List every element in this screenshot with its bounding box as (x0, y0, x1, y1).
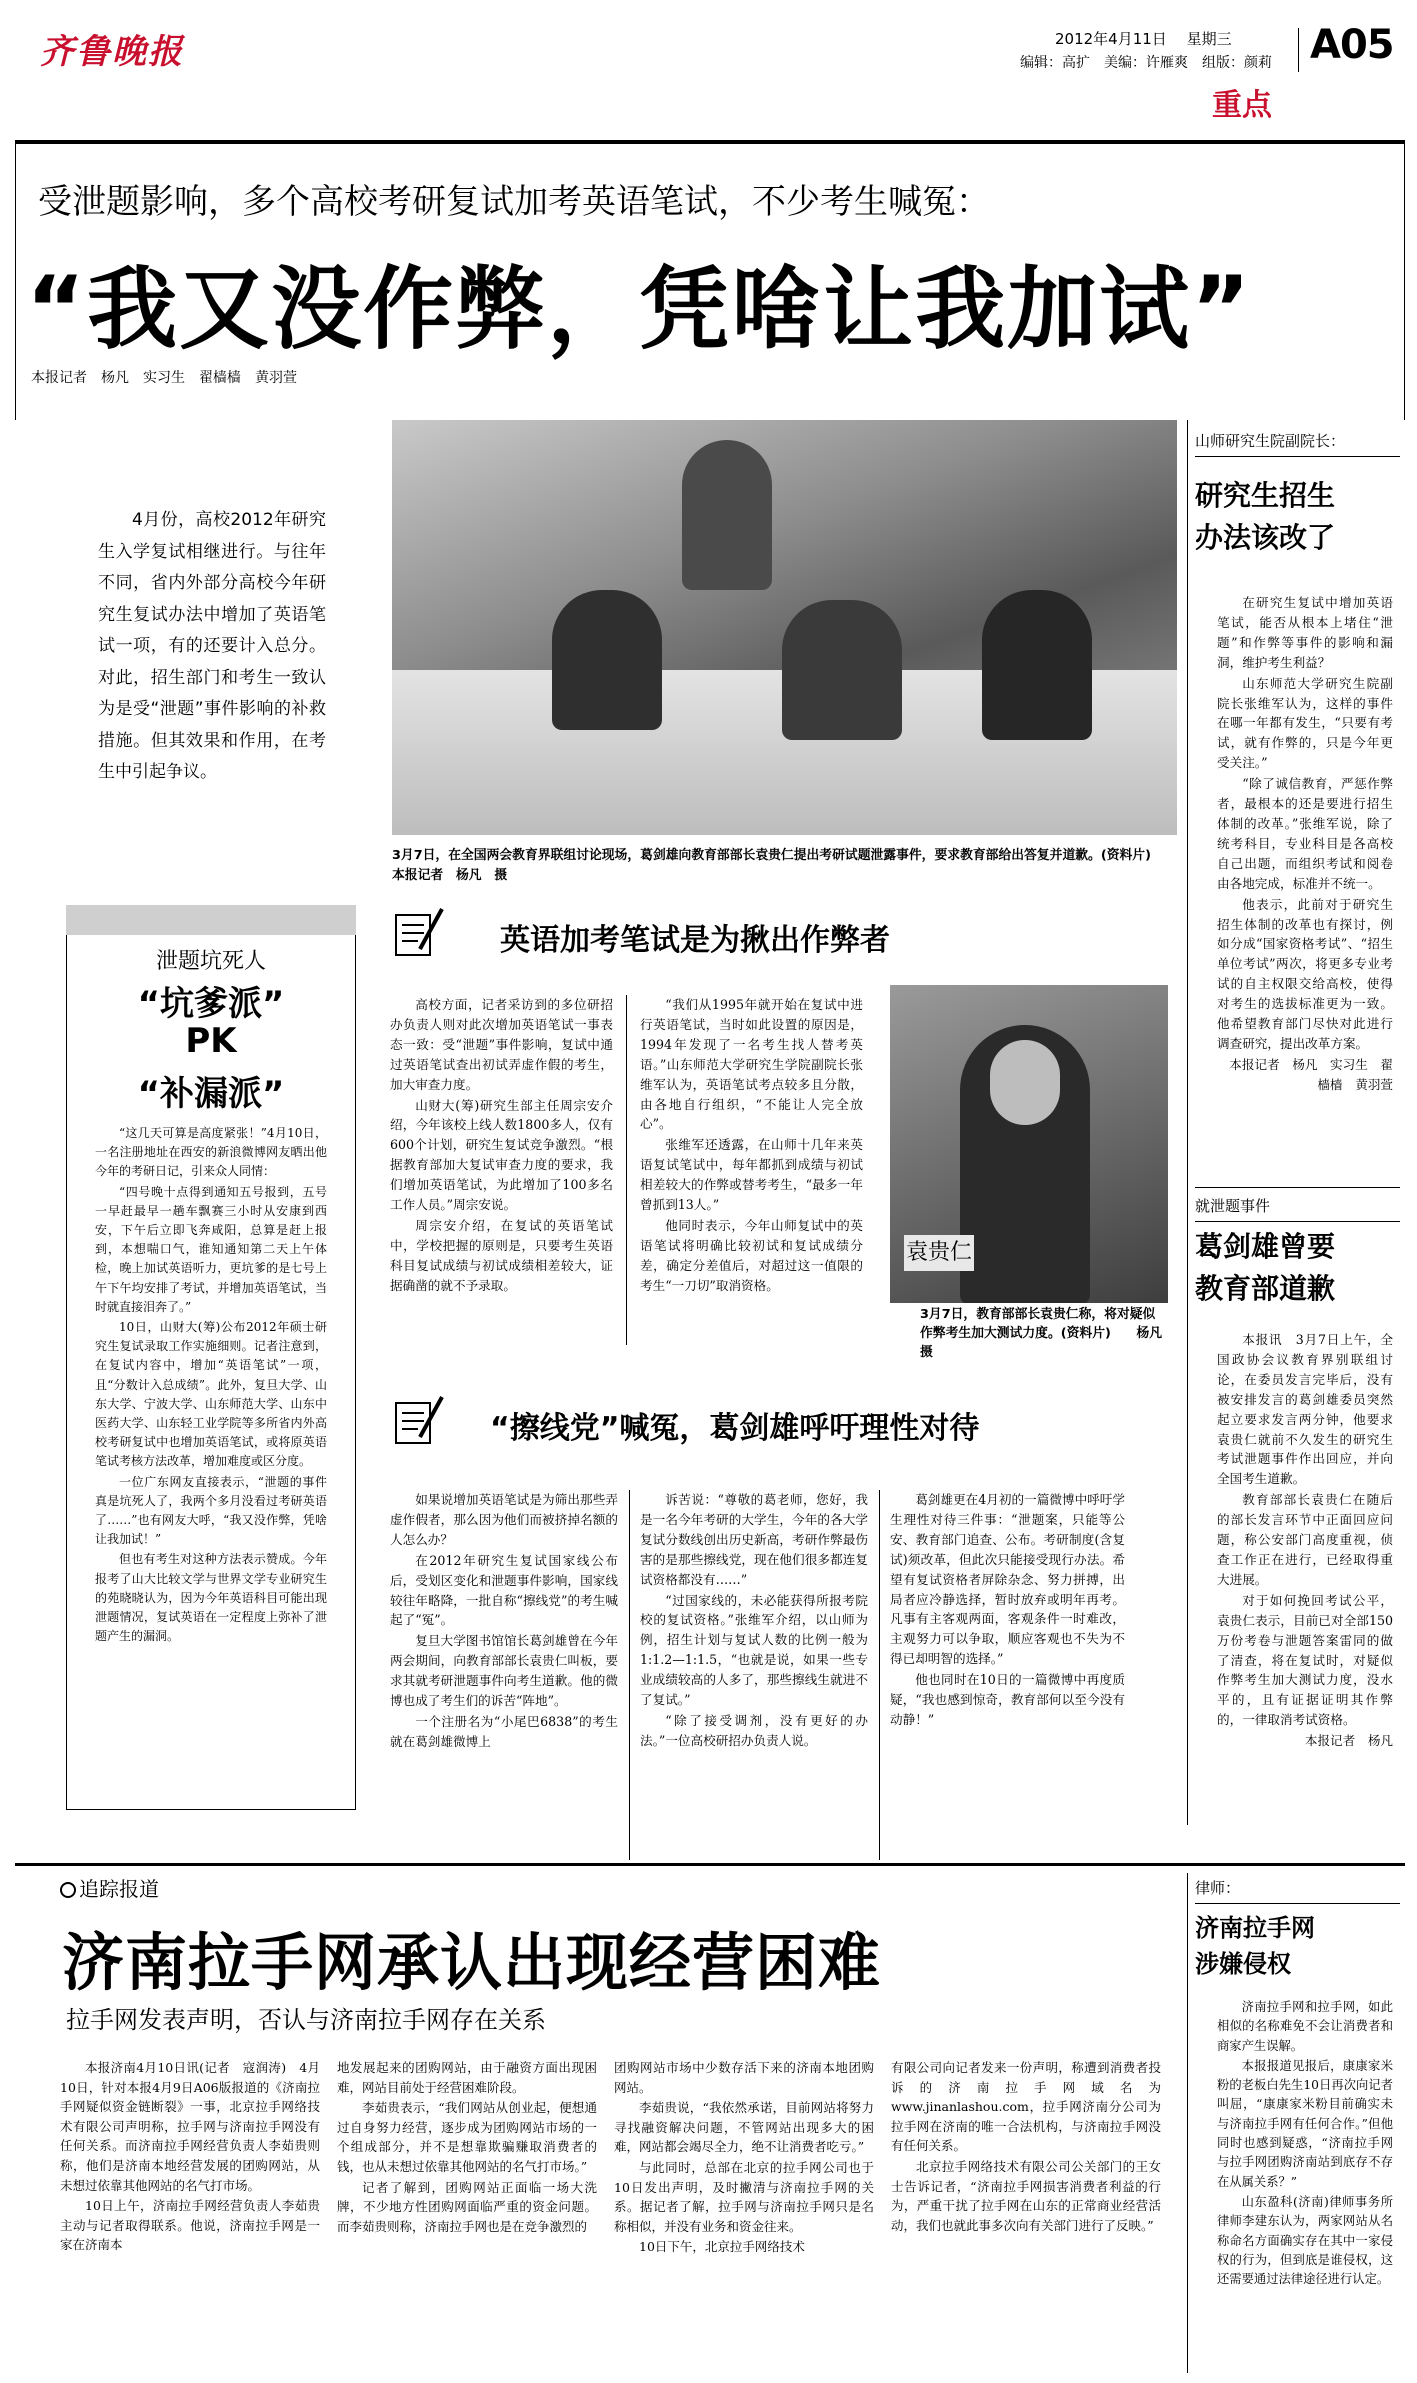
tracking-tag-text: 追踪报道 (79, 1877, 159, 1901)
kicker-rule (1195, 456, 1400, 457)
paragraph: 一个注册名为“小尾巴6838”的考生就在葛剑雄微博上 (390, 1713, 618, 1749)
paragraph: “过国家线的，未必能获得所报考院校的复试资格。”张维军介绍，以山师为例，招生计划与复试人数的比例一般为1:1.2—1:1.5，“也就是说，如果一些专业成绩较高的人多了，那些擦线生就进不了复试。” (640, 1592, 868, 1708)
section2-header (390, 1393, 1190, 1453)
bottom-column-4 (891, 2058, 1161, 2236)
left-sidebar-body (95, 1124, 327, 1647)
section2-column-2 (640, 1490, 868, 1752)
photo-face (990, 1040, 1060, 1125)
paragraph: 李茹贵说，“我依然承诺，目前网站将努力寻找融资解决问题，不管网站出现多大的困难，网站都会竭尽全力，绝不让消费者吃亏。” (614, 2100, 874, 2155)
paragraph: 他同时表示，今年山师复试中的英语笔试将明确比较初试和复试成绩分差，确定分差值后，对超过这一值限的考生“一刀切”取消资格。 (640, 1217, 863, 1293)
column-divider (626, 995, 627, 1345)
paragraph: 济南拉手网和拉手网，如此相似的名称难免不会让消费者和商家产生误解。 (1217, 2000, 1393, 2053)
paragraph: 高校方面，记者采访到的多位研招办负责人则对此次增加英语笔试一事表态一致：受“泄题”事件影响，复试中通过英语笔试查出初试弄虚作假的考生，加大审查力度。 (390, 997, 613, 1092)
paragraph: 如果说增加英语笔试是为筛出那些弄虚作假者，那么因为他们而被挤掉名额的人怎么办？ (390, 1492, 618, 1547)
right-story-3-title-1: 济南拉手网 (1195, 1914, 1315, 1942)
paragraph: “除了接受调剂，没有更好的办法。”一位高校研招办负责人说。 (640, 1712, 868, 1748)
paragraph: “四号晚十点得到通知五号报到，五号一早赶最早一趟车飘赛三小时从安康到西安，下午后立即飞奔咸阳，总算是赶上报到，本想喘口气，谁知通知第二天上午体检，晚上加试英语听力，更坑爹的是七号上午下午均安排了考试，并增加英语笔试，当时就直接泪奔了。” (95, 1184, 327, 1314)
left-sidebar-title-1: “坑爹派” (137, 984, 285, 1024)
section1-column-2 (640, 995, 863, 1297)
section2-column-3 (890, 1490, 1125, 1731)
bottom-column-3 (614, 2058, 874, 2258)
byline: 本报记者 杨凡 (1304, 1733, 1393, 1749)
right-story-3-kicker: 律师： (1195, 1879, 1241, 1897)
photo-figure (982, 590, 1092, 740)
right-column-divider (1187, 420, 1188, 1825)
paragraph: 地发展起来的团购网站，由于融资方面出现困难，网站目前处于经营困难阶段。 (337, 2060, 597, 2095)
byline: 本报记者 杨凡 实习生 翟樯樯 黄羽萱 (1229, 1056, 1393, 1092)
paragraph: 在2012年研究生复试国家线公布后，受划区变化和泄题事件影响，国家线较往年略降，一批自称“擦线党”的考生喊起了“冤”。 (390, 1552, 618, 1628)
right-story-3-body (1217, 1998, 1393, 2289)
bottom-story (60, 1873, 1185, 2373)
right-story-3-title-2: 涉嫌侵权 (1195, 1950, 1291, 1978)
bottom-column-2 (337, 2058, 597, 2237)
kicker-rule (1195, 1221, 1400, 1222)
paragraph: 他也同时在10日的一篇微博中再度质疑，“我也感到惊奇，教育部何以至今没有动静！” (890, 1672, 1125, 1727)
bottom-subhead: 拉手网发表声明，否认与济南拉手网存在关系 (66, 2006, 546, 2034)
bottom-section-rule (15, 1863, 1405, 1866)
main-kicker: 受泄题影响，多个高校考研复试加考英语笔试，不少考生喊冤： (38, 182, 990, 222)
left-sidebar-title-2: PK (185, 1021, 237, 1061)
section1-column-1 (390, 995, 613, 1297)
section1-header (390, 905, 1190, 965)
right-story-2-kicker: 就泄题事件 (1195, 1197, 1271, 1215)
paragraph: 本报济南4月10日讯(记者 寇润涛) 4月10日，针对本报4月9日A06版报道的《济南拉手网疑似资金链断裂》一事，北京拉手网络技术有限公司声明称，拉手网与济南拉手网没有任何关系。而济南拉手网经营负责人李茹贵则称，他们是济南本地经营发展的团购网站，从未想过依靠其他网站的名气打市场。 (60, 2060, 320, 2193)
paragraph: 10日上午，济南拉手网经营负责人李茹贵主动与记者取得联系。他说，济南拉手网是一家在济南本 (60, 2198, 320, 2253)
story-top-rule (1195, 1187, 1400, 1188)
section2-column-1 (390, 1490, 618, 1753)
bottom-headline: 济南拉手网承认出现经营困难 (62, 1926, 882, 1999)
paragraph: “我们从1995年就开始在复试中进行英语笔试，当时如此设置的原因是，1994年发现了一名考生找人替考英语。”山东师范大学研究生学院副院长张维军认为，英语笔试考点较多且分散，由各地自行组织，“不能让人完全放心”。 (640, 997, 863, 1132)
page-number: A05 (1310, 22, 1394, 68)
paragraph: 诉苦说：“尊敬的葛老师，您好，我是一名今年考研的大学生，今年的各大学复试分数线创出历史新高，考研作弊最伤害的是那些擦线党，现在他们很多都连复试资格都没有……” (640, 1492, 868, 1587)
bottom-right-divider (1187, 1873, 1188, 2373)
paragraph: 北京拉手网络技术有限公司公关部门的王女士告诉记者，“济南拉手网损害消费者利益的行为，严重干扰了拉手网在山东的正常商业经营活动，我们也就此事多次向有关部门进行了反映。” (891, 2158, 1161, 2233)
section-tag: 重点 (1212, 88, 1272, 123)
photo-figure (782, 600, 902, 740)
paragraph: “这几天可算是高度紧张！”4月10日，一名注册地址在西安的新浪微博网友晒出他今年的考研日记，引来众人同情： (95, 1126, 327, 1179)
photo-figure (682, 440, 772, 590)
yuan-photo-caption: 3月7日，教育部部长袁贵仁称，将对疑似作弊考生加大测试力度。(资料片) 杨凡 摄 (920, 1307, 1175, 1360)
photo-figure (552, 590, 662, 730)
paragraph: 山财大(筹)研究生部主任周宗安介绍，今年该校上线人数1800多人，仅有600个计划，研究生复试竞争激烈。“根据教育部加大复试审查力度的要求，我们增加英语笔试，为此增加了100多名工作人员。”周宗安说。 (390, 1097, 613, 1213)
left-sidebar-kicker: 泄题坑死人 (155, 949, 266, 974)
column-divider (629, 1490, 630, 1860)
paragraph: 山东盈科(济南)律师事务所律师李建东认为，两家网站从名称命名方面确实存在其中一家侵权的行为，但到底是谁侵权，这还需要通过法律途径进行认定。 (1217, 2194, 1393, 2287)
paragraph: 但也有考生对这种方法表示赞成。今年报考了山大比较文学与世界文学专业研究生的苑晓晓认为，因为今年英语科目可能出现泄题情况，复试英语在一定程度上弥补了泄题产生的漏洞。 (95, 1552, 327, 1644)
left-sidebar-title-3: “补漏派” (137, 1074, 285, 1114)
masthead (0, 0, 1417, 123)
column-divider (879, 1490, 880, 1860)
paragraph: 记者了解到，团购网站正面临一场大洗牌，不少地方性团购网面临严重的资金问题。而李茹贵则称，济南拉手网也是在竞争激烈的 (337, 2179, 597, 2234)
paragraph: 教育部部长袁贵仁在随后的部长发言环节中正面回应问题，称公安部门高度重视，侦查工作正在进行，已经取得重大进展。 (1217, 1492, 1393, 1587)
pen-paper-icon (390, 905, 445, 960)
nameplate: 袁贵仁 (904, 1235, 974, 1271)
paper-logo: 齐鲁晚报 (40, 32, 184, 72)
sidebar-shadow-band (66, 905, 356, 935)
issue-date-text: 2012年4月11日 (1055, 30, 1167, 48)
right-story-1-kicker: 山师研究生院副院长： (1195, 432, 1346, 450)
right-story-2-title-2: 教育部道歉 (1195, 1272, 1336, 1305)
section2-title: “擦线党”喊冤，葛剑雄呼吁理性对待 (490, 1411, 980, 1446)
editor-credits: 编辑：高扩 美编：许雁爽 组版：颜莉 (1020, 55, 1272, 71)
paragraph: 葛剑雄更在4月初的一篇微博中呼吁学生理性对待三件事：“泄题案，只能等公安、教育部门追查、公布。考研制度(含复试)须改革，但此次只能接受现行办法。希望有复试资格者屏除杂念、努力拼搏，出局者应冷静选择，暂时放弃或明年再考。凡事有主客观两面，客观条件一时难改，主观努力可以争取，顺应客观也不失为不得已却明智的选择。” (890, 1492, 1125, 1667)
paragraph: 一位广东网友直接表示，“泄题的事件真是坑死人了，我两个多月没看过考研英语了……”也有网友大呼，“我又没作弊，凭啥让我加试！” (95, 1474, 327, 1547)
main-headline: “我又没作弊，凭啥让我加试” (26, 257, 1253, 362)
paragraph: 复旦大学图书馆馆长葛剑雄曾在今年两会期间，向教育部部长袁贵仁叫板，要求其就考研泄题事件向考生道歉。他的微博也成了考生们的诉苦“阵地”。 (390, 1633, 618, 1709)
issue-date (1055, 28, 1232, 49)
right-story-2 (1195, 1195, 1400, 1752)
paragraph: 团购网站市场中少数存活下来的济南本地团购网站。 (614, 2060, 874, 2095)
paragraph: 10日，山财大(筹)公布2012年硕士研究生复试录取工作实施细则。记者注意到，在复试内容中，增加“英语笔试”一项，且“分数计入总成绩”。此外，复旦大学、山东大学、宁波大学、山东师范大学、山东中医药大学、山东轻工业学院等多所省内外高校考研复试中也增加英语笔试，或将原英语笔试考核方法改革，增加难度或区分度。 (95, 1320, 327, 1469)
right-story-1-title-1: 研究生招生 (1195, 479, 1336, 512)
right-story-1-title-2: 办法该改了 (1195, 521, 1336, 554)
right-story-2-title-1: 葛剑雄曾要 (1195, 1230, 1336, 1263)
right-story-3 (1195, 1877, 1400, 2290)
bottom-column-1 (60, 2058, 320, 2256)
paragraph: 山东师范大学研究生院副院长张维军认为，这样的事件在哪一年都有发生，“只要有考试，就有作弊的，只是今年更受关注。” (1217, 675, 1393, 771)
yuan-guiren-photo (890, 985, 1168, 1303)
main-byline: 本报记者 杨凡 实习生 翟樯樯 黄羽萱 (31, 370, 297, 386)
kicker-rule (1195, 1903, 1400, 1904)
section1-title: 英语加考笔试是为揪出作弊者 (500, 923, 890, 958)
paragraph: 张维军还透露，在山师十几年来英语复试笔试中，每年都抓到成绩与初试相差较大的作弊或替考考生，“最多一年曾抓到13人。” (640, 1137, 863, 1213)
paragraph: 李茹贵表示，“我们网站从创业起，便想通过自身努力经营，逐步成为团购网站市场的一个组成部分，并不是想靠欺骗赚取消费者的钱，也从未想过依靠其他网站的名气打市场。” (337, 2100, 597, 2174)
tracking-circle-icon (60, 1882, 76, 1898)
paragraph: 有限公司向记者发来一份声明，称遭到消费者投诉的济南拉手网域名为www.jinanlashou.com，拉手网济南分公司为拉手网在济南的唯一合法机构，与济南拉手网没有任何关系。 (891, 2060, 1161, 2154)
masthead-divider (1298, 28, 1299, 72)
two-sessions-photo (392, 420, 1177, 835)
issue-weekday: 星期三 (1186, 30, 1232, 48)
right-story-1 (1195, 430, 1400, 1096)
paragraph: 对于如何挽回考试公平，袁贵仁表示，目前已对全部150万份考卷与泄题答案雷同的做了清查，将在复试时，对疑似作弊考生加大测试力度，没水平的，且有证据证明其作弊的，一律取消考试资格。 (1217, 1592, 1393, 1728)
tracking-tag (60, 1873, 159, 1902)
pen-paper-icon (390, 1393, 445, 1448)
paragraph: 本报报道见报后，康康家米粉的老板白先生10日再次向记者叫屈，“康康家米粉目前确实未与济南拉手网有任何合作。”但他同时也感到疑惑，“济南拉手网与拉手网团购济南站到底存不存在从属关系？” (1217, 2058, 1393, 2189)
top-photo-caption: 3月7日，在全国两会教育界联组讨论现场，葛剑雄向教育部部长袁贵仁提出考研试题泄露事件，要求教育部给出答复并道歉。(资料片) 本报记者 杨凡 摄 (392, 848, 1177, 883)
paragraph: 在研究生复试中增加英语笔试，能否从根本上堵住“泄题”和作弊等事件的影响和漏洞，维护考生利益？ (1217, 595, 1393, 670)
right-story-1-body (1217, 593, 1393, 1095)
paragraph: 10日下午，北京拉手网络技术 (639, 2239, 805, 2255)
paragraph: 与此同时，总部在北京的拉手网公司也于10日发出声明，及时撇清与济南拉手网的关系。据记者了解，拉手网与济南拉手网只是名称相似，并没有业务和资金往来。 (614, 2159, 874, 2234)
right-story-2-body (1217, 1330, 1393, 1751)
left-sidebar (66, 905, 356, 1810)
paragraph: 他表示，此前对于研究生招生体制的改革也有探讨，例如分成“国家资格考试”、“招生单位考试”两次，将更多专业考试的自主权限交给高校，使得对考生的选拔标准更为一致。他希望教育部门尽快对此进行调查研究，提出改革方案。 (1217, 896, 1393, 1051)
paragraph: 周宗安介绍，在复试的英语笔试中，学校把握的原则是，只要考生英语科目复试成绩与初试成绩相差较大，证据确凿的就不予录取。 (390, 1217, 613, 1293)
lead-paragraph: 4月份，高校2012年研究生入学复试相继进行。与往年不同，省内外部分高校今年研究生复试办法中增加了英语笔试一项，有的还要计入总分。对此，招生部门和考生一致认为是受“泄题”事件影响的补救措施。但其效果和作用，在考生中引起争议。 (98, 510, 326, 782)
main-headline-block (15, 140, 1405, 420)
paragraph: “除了诚信教育，严惩作弊者，最根本的还是要进行招生体制的改革。”张维军说，除了统考科目，专业科目是各高校自己出题，而组织考试和阅卷由各地完成，标准并不统一。 (1217, 776, 1393, 891)
paragraph: 本报讯 3月7日上午，全国政协会议教育界别联组讨论，在委员发言完毕后，没有被安排发言的葛剑雄委员突然起立要求发言两分钟，他要求袁贵仁就前不久发生的研究生考试泄题事件作出回应，并向全国考生道歉。 (1217, 1332, 1393, 1487)
